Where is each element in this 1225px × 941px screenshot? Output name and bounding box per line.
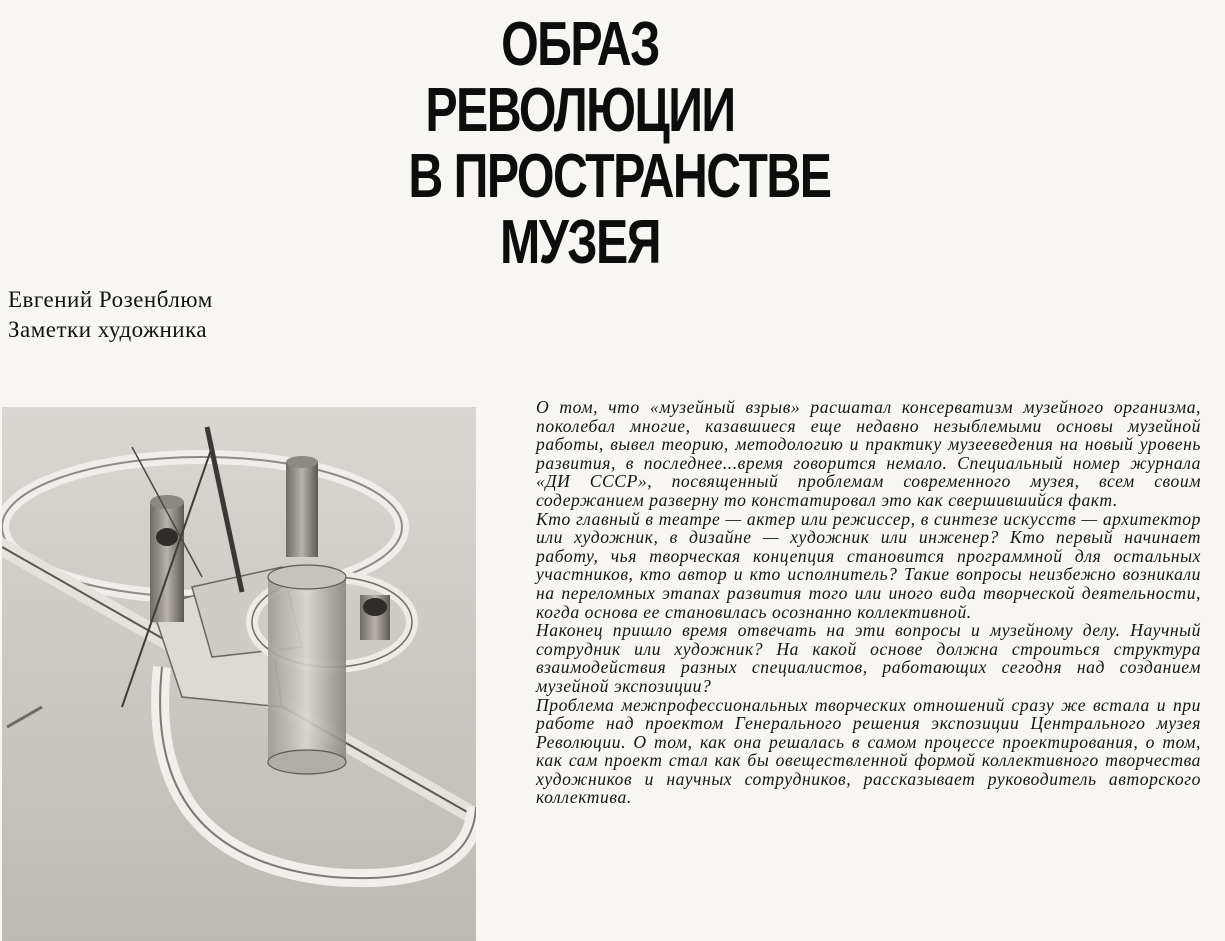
title-line-3: В ПРОСТРАНСТВЕ: [408, 142, 831, 211]
exhibition-model-image: [2, 407, 476, 941]
body-paragraph-4: Проблема межпрофессиональных творческих отношений сразу же встала и при работе над проектом Генерального решения экспозиции Центрального музея Революции. О том, как она решалась в самом процессе проектирования, о том, как сам проект стал как бы овеществленной формой коллективного творчества художников и научных сотрудников, рассказывает руководитель авторского коллектива.: [536, 694, 1201, 808]
article-subtitle: Заметки художника: [8, 317, 208, 342]
body-paragraph-1: О том, что «музейный взрыв» расшатал консерватизм музейного организма, поколебал многие, казавшиеся еще недавно незыблемыми основы музейной работы, вывел теорию, методологию и практику музееведения на новый уровень развития, в последнее...время говорится немало. Специальный номер журнала «ДИ СССР», посвященный проблемам современного музея, всем своим содержанием разверну то констатировал это как свершившийся факт.: [536, 397, 1201, 510]
body-paragraph-3: Наконец пришло время отвечать на эти вопросы и музейному делу. Научный сотрудник или художник? На какой основе должна строиться структура взаимодействия разных специалистов, работающих сегодня над созданием музейной экспозиции?: [536, 620, 1201, 696]
body-paragraph-2: Кто главный в театре — актер или режиссер, в синтезе искусств — архитектор или художник, в дизайне — художник или инженер? Кто первый начинает работу, чья творческая концепция становится программной для остальных участников, кто автор и кто исполнитель? Такие вопросы неизбежно возникали на переломных этапах развития того или иного вида творческой деятельности, когда основа ее становилась осознанно коллективной.: [536, 508, 1201, 622]
title-line-2: РЕВОЛЮЦИИ: [425, 76, 735, 145]
title-line-1: ОБРАЗ: [501, 10, 659, 79]
model-photo: [2, 407, 476, 941]
article-title: [360, 10, 831, 277]
author-name: Евгений Розенблюм: [8, 287, 213, 312]
byline: [8, 285, 213, 345]
title-line-4: МУЗЕЯ: [500, 208, 660, 277]
article-body: [536, 398, 1201, 807]
